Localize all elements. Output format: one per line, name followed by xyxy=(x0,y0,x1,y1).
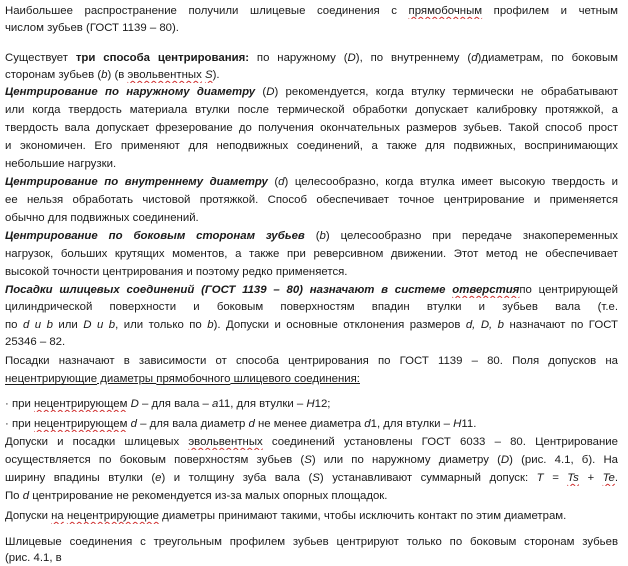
para-8-line-4: По d центрирование не рекомендуется из-за малых опорных площадок. xyxy=(5,490,388,502)
para-8-line-3: ширину впадины втулки (е) и толщину зуба вала (S) устанавливают суммарный допуск: T = Ts + Te. xyxy=(5,472,618,484)
para-7-line-2: нецентрирующие диаметры прямобочного шлицевого соединения: xyxy=(5,373,360,385)
para-2-line-1: Существует три способа центрирования: по наружному (D), по внутреннему (d)диаметрам, по боковым xyxy=(5,52,618,64)
para-7-line-1: Посадки назначают в зависимости от способа центрирования по ГОСТ 1139 – 80. Поля допусков на xyxy=(5,355,618,367)
para-10-line-1: Шлицевые соединения с треугольным профилем зубьев центрируют только по боковым сторонам зубьев xyxy=(5,536,618,548)
para-9-line-1: Допуски на нецентрирующие диаметры принимают такими, чтобы исключить контакт по этим диаметрам. xyxy=(5,510,567,522)
spellcheck-word: нецентрирующие xyxy=(66,510,160,522)
spellcheck-word: нецентрирующем xyxy=(34,398,128,410)
para-5-line-3: высокой точности центрирования и поэтому редко применяется. xyxy=(5,266,348,278)
bold-phrase: три способа центрирования: xyxy=(75,52,250,64)
spellcheck-word: прямобочным xyxy=(408,5,483,17)
para-8-line-1: Допуски и посадки шлицевых эвольвентных соединений установлены ГОСТ 6033 – 80. Центрирование xyxy=(5,436,618,448)
para-4-line-3: обычно для подвижных соединений. xyxy=(5,212,199,224)
para-3-line-2: или когда твердость материала втулки после термической обработки допускает калибровку протяжкой, а xyxy=(5,104,618,116)
spellcheck-word: на xyxy=(51,510,64,522)
spellcheck-word: нецентрирующие xyxy=(5,373,98,385)
para-5-line-2: нагрузок, больших крутящих моментов, а также при реверсивном движении. Этот метод не обеспечивает xyxy=(5,248,618,260)
bullet-item-1: · при нецентрирующем D – для вала – a11, для втулки – H12; xyxy=(5,398,331,410)
para-2-line-2: сторонам зубьев (b) (в эвольвентных S). xyxy=(5,69,220,81)
para-6-line-4: 25346 – 82. xyxy=(5,336,66,348)
spellcheck-word: нецентрирующем xyxy=(34,418,128,430)
para-6-line-2: цилиндрической поверхности и боковым поверхностям впадин втулки и зубьев вала (т.е. xyxy=(5,301,618,313)
para-4-line-2: ее нельзя обработать чистовой протяжкой. Способ обеспечивает точное центрирование и применяется xyxy=(5,194,618,206)
para-10-line-2: (рис. 4.1, в xyxy=(5,552,62,564)
bullet-item-2: · при нецентрирующем d – для вала диаметр d не менее диаметра d1, для втулки – H11. xyxy=(5,418,477,430)
para-3-line-3: твердость вала допускает фрезерование до получения окончательных размеров зубьев. Такой способ прост xyxy=(5,122,618,134)
para-5-line-1: Центрирование по боковым сторонам зубьев (b) целесообразно при передаче знакопеременных xyxy=(5,230,618,242)
spellcheck-word: прямобочного xyxy=(156,373,231,385)
spellcheck-word: эвольвентных xyxy=(127,69,202,81)
spellcheck-word: эвольвентных xyxy=(188,436,263,448)
para-1-line-1: Наибольшее распространение получили шлицевые соединения с прямобочным профилем и четным xyxy=(5,5,618,17)
para-3-line-4: и экономичен. Его применяют для неподвижных соединений, а также для подвижных, воспринимающих xyxy=(5,140,618,152)
para-8-line-2: осуществляется по боковым поверхностям зубьев (S) или по наружному диаметру (D) (рис. 4.1, б). На xyxy=(5,454,618,466)
spellcheck-word: отверстия xyxy=(452,284,520,296)
para-3-line-5: небольшие нагрузки. xyxy=(5,158,117,170)
para-3-line-1: Центрирование по наружному диаметру (D) рекомендуется, когда втулку термически не обрабатывают xyxy=(5,86,618,98)
bold-italic-heading: Центрирование по боковым сторонам зубьев xyxy=(5,230,305,242)
para-6-line-3: по d и b или D и b, или только по b). Допуски и основные отклонения размеров d, D, b назначают по ГОСТ xyxy=(5,319,618,331)
para-6-line-1: Посадки шлицевых соединений (ГОСТ 1139 – 80) назначают в системе отверстияпо центрирующей xyxy=(5,284,618,296)
bold-italic-heading: Посадки шлицевых соединений (ГОСТ 1139 – 80) назначают в системе xyxy=(5,284,453,296)
bold-italic-heading: Центрирование по внутреннему диаметру xyxy=(5,176,268,188)
para-1-line-2: числом зубьев (ГОСТ 1139 – 80). xyxy=(5,22,179,34)
para-4-line-1: Центрирование по внутреннему диаметру (d) целесообразно, когда втулка имеет высокую твердость и xyxy=(5,176,618,188)
bold-italic-heading: Центрирование по наружному диаметру xyxy=(5,86,256,98)
